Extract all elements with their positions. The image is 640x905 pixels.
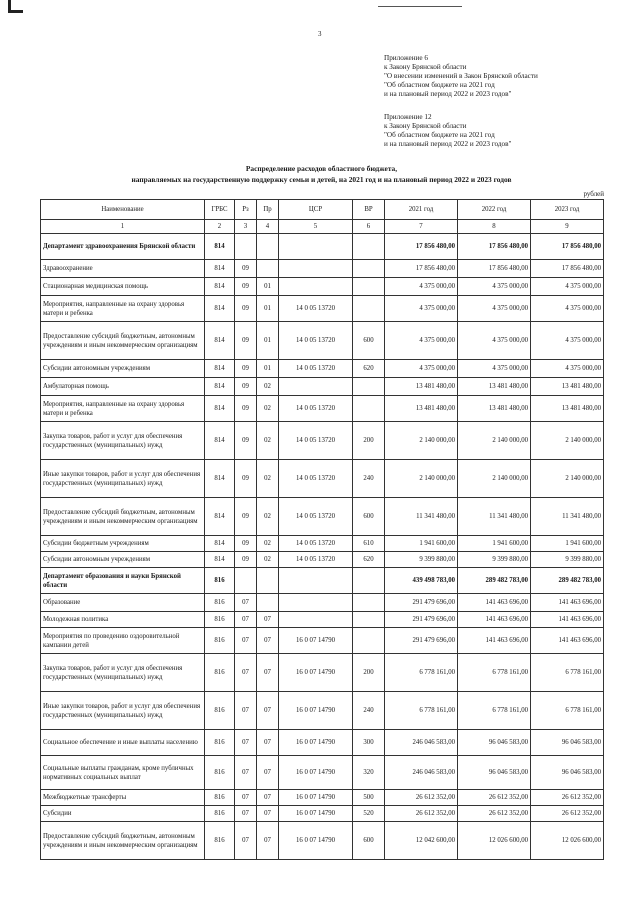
table-row <box>41 296 604 322</box>
name-cell: Департамент здравоохранения Брянской области <box>41 234 205 260</box>
grbs-cell: 814 <box>205 498 235 536</box>
rz-cell: 07 <box>235 730 257 756</box>
rz-cell: 09 <box>235 322 257 360</box>
csr-cell <box>279 260 353 278</box>
amount-2021-cell: 1 941 600,00 <box>385 536 458 552</box>
grbs-cell: 816 <box>205 790 235 806</box>
pr-cell <box>257 234 279 260</box>
csr-cell <box>279 568 353 594</box>
grbs-cell: 816 <box>205 568 235 594</box>
document-title <box>40 163 603 185</box>
amount-2021-cell: 13 481 480,00 <box>385 378 458 396</box>
header-cell: Пр <box>257 200 279 220</box>
rz-cell: 07 <box>235 790 257 806</box>
vr-cell <box>353 594 385 612</box>
csr-cell: 14 0 05 13720 <box>279 296 353 322</box>
grbs-cell: 814 <box>205 536 235 552</box>
amount-2021-cell: 291 479 696,00 <box>385 594 458 612</box>
amount-2023-cell: 4 375 000,00 <box>531 296 604 322</box>
header-cell: 2021 год <box>385 200 458 220</box>
table-row <box>41 498 604 536</box>
grbs-cell: 814 <box>205 396 235 422</box>
column-number-cell: 7 <box>385 220 458 234</box>
amount-2021-cell: 26 612 352,00 <box>385 806 458 822</box>
table-row <box>41 568 604 594</box>
amount-2021-cell: 6 778 161,00 <box>385 692 458 730</box>
pr-cell: 07 <box>257 692 279 730</box>
amount-2022-cell: 17 856 480,00 <box>458 234 531 260</box>
table-row <box>41 594 604 612</box>
grbs-cell: 816 <box>205 756 235 790</box>
amount-2023-cell: 13 481 480,00 <box>531 396 604 422</box>
grbs-cell: 814 <box>205 360 235 378</box>
rz-cell: 09 <box>235 360 257 378</box>
grbs-cell: 814 <box>205 260 235 278</box>
pr-cell: 07 <box>257 730 279 756</box>
annex-original-line: Приложение 12 <box>384 113 432 121</box>
table-row <box>41 612 604 628</box>
pr-cell <box>257 594 279 612</box>
amount-2021-cell: 4 375 000,00 <box>385 278 458 296</box>
amount-2022-cell: 141 463 696,00 <box>458 612 531 628</box>
amount-2021-cell: 439 498 783,00 <box>385 568 458 594</box>
name-cell: Мероприятия по проведению оздоровительной кампании детей <box>41 628 205 654</box>
name-cell: Закупка товаров, работ и услуг для обеспечения государственных (муниципальных) нужд <box>41 422 205 460</box>
amount-2022-cell: 26 612 352,00 <box>458 806 531 822</box>
amount-2023-cell: 11 341 480,00 <box>531 498 604 536</box>
grbs-cell: 816 <box>205 594 235 612</box>
amount-2021-cell: 2 140 000,00 <box>385 422 458 460</box>
name-cell: Предоставление субсидий бюджетным, автономным учреждениям и иным некоммерческим организациям <box>41 322 205 360</box>
amount-2021-cell: 246 046 583,00 <box>385 756 458 790</box>
grbs-cell: 816 <box>205 806 235 822</box>
csr-cell: 16 0 07 14790 <box>279 628 353 654</box>
name-cell: Департамент образования и науки Брянской области <box>41 568 205 594</box>
annex-original-line: к Закону Брянской области <box>384 122 467 130</box>
pr-cell: 01 <box>257 278 279 296</box>
amount-2021-cell: 246 046 583,00 <box>385 730 458 756</box>
vr-cell: 600 <box>353 322 385 360</box>
column-number-cell: 6 <box>353 220 385 234</box>
amount-2022-cell: 9 399 880,00 <box>458 552 531 568</box>
rz-cell <box>235 568 257 594</box>
name-cell: Мероприятия, направленные на охрану здоровья матери и ребенка <box>41 296 205 322</box>
amount-2022-cell: 4 375 000,00 <box>458 322 531 360</box>
csr-cell: 14 0 05 13720 <box>279 536 353 552</box>
pr-cell: 07 <box>257 822 279 860</box>
amount-2022-cell: 1 941 600,00 <box>458 536 531 552</box>
document-title-line: Распределение расходов областного бюджета, <box>245 164 398 173</box>
table-row <box>41 806 604 822</box>
amount-2021-cell: 17 856 480,00 <box>385 260 458 278</box>
grbs-cell: 816 <box>205 654 235 692</box>
amount-2023-cell: 26 612 352,00 <box>531 806 604 822</box>
rz-cell: 09 <box>235 278 257 296</box>
pr-cell: 02 <box>257 536 279 552</box>
header-cell: 2022 год <box>458 200 531 220</box>
pr-cell: 02 <box>257 422 279 460</box>
csr-cell: 16 0 07 14790 <box>279 730 353 756</box>
rz-cell <box>235 234 257 260</box>
amount-2023-cell: 4 375 000,00 <box>531 360 604 378</box>
vr-cell: 240 <box>353 692 385 730</box>
name-cell: Предоставление субсидий бюджетным, автономным учреждениям и иным некоммерческим организациям <box>41 822 205 860</box>
csr-cell: 16 0 07 14790 <box>279 692 353 730</box>
pr-cell: 07 <box>257 756 279 790</box>
grbs-cell: 814 <box>205 552 235 568</box>
rz-cell: 09 <box>235 378 257 396</box>
amount-2023-cell: 141 463 696,00 <box>531 594 604 612</box>
column-number-row <box>41 220 604 234</box>
pr-cell: 01 <box>257 360 279 378</box>
table-row <box>41 552 604 568</box>
vr-cell <box>353 378 385 396</box>
csr-cell: 14 0 05 13720 <box>279 460 353 498</box>
amount-2023-cell: 17 856 480,00 <box>531 234 604 260</box>
rz-cell: 07 <box>235 692 257 730</box>
vr-cell <box>353 278 385 296</box>
csr-cell: 14 0 05 13720 <box>279 552 353 568</box>
amount-2022-cell: 6 778 161,00 <box>458 654 531 692</box>
rz-cell: 09 <box>235 422 257 460</box>
amount-2023-cell: 26 612 352,00 <box>531 790 604 806</box>
csr-cell: 14 0 05 13720 <box>279 422 353 460</box>
csr-cell <box>279 278 353 296</box>
vr-cell <box>353 628 385 654</box>
vr-cell: 300 <box>353 730 385 756</box>
annex-original-line: и на плановый период 2022 и 2023 годов" <box>384 140 512 148</box>
amount-2021-cell: 12 042 600,00 <box>385 822 458 860</box>
grbs-cell: 814 <box>205 322 235 360</box>
grbs-cell: 814 <box>205 460 235 498</box>
amount-2023-cell: 289 482 783,00 <box>531 568 604 594</box>
csr-cell: 16 0 07 14790 <box>279 790 353 806</box>
annex-original-line: "Об областном бюджете на 2021 год <box>384 131 495 139</box>
grbs-cell: 816 <box>205 822 235 860</box>
rz-cell: 07 <box>235 628 257 654</box>
page-number: 3 <box>318 30 322 38</box>
amount-2022-cell: 11 341 480,00 <box>458 498 531 536</box>
grbs-cell: 814 <box>205 378 235 396</box>
csr-cell: 16 0 07 14790 <box>279 806 353 822</box>
amount-2021-cell: 4 375 000,00 <box>385 322 458 360</box>
grbs-cell: 814 <box>205 234 235 260</box>
amount-2023-cell: 12 026 600,00 <box>531 822 604 860</box>
amount-2023-cell: 96 046 583,00 <box>531 756 604 790</box>
table-row <box>41 278 604 296</box>
vr-cell: 610 <box>353 536 385 552</box>
rz-cell: 07 <box>235 756 257 790</box>
vr-cell <box>353 296 385 322</box>
vr-cell: 600 <box>353 822 385 860</box>
amount-2021-cell: 291 479 696,00 <box>385 628 458 654</box>
pr-cell <box>257 260 279 278</box>
table-row <box>41 536 604 552</box>
pr-cell: 02 <box>257 498 279 536</box>
pr-cell: 07 <box>257 790 279 806</box>
annex-current-line: к Закону Брянской области <box>384 63 467 71</box>
amount-2022-cell: 96 046 583,00 <box>458 730 531 756</box>
table-row <box>41 460 604 498</box>
amount-2023-cell: 6 778 161,00 <box>531 654 604 692</box>
header-cell: ВР <box>353 200 385 220</box>
amount-2021-cell: 9 399 880,00 <box>385 552 458 568</box>
table-row <box>41 692 604 730</box>
amount-2023-cell: 17 856 480,00 <box>531 260 604 278</box>
amount-2023-cell: 4 375 000,00 <box>531 322 604 360</box>
amount-2023-cell: 141 463 696,00 <box>531 612 604 628</box>
vr-cell <box>353 260 385 278</box>
column-number-cell: 8 <box>458 220 531 234</box>
grbs-cell: 816 <box>205 692 235 730</box>
table-row <box>41 234 604 260</box>
name-cell: Субсидии автономным учреждениям <box>41 552 205 568</box>
csr-cell <box>279 378 353 396</box>
header-cell: 2023 год <box>531 200 604 220</box>
pr-cell: 07 <box>257 628 279 654</box>
name-cell: Межбюджетные трансферты <box>41 790 205 806</box>
name-cell: Субсидии автономным учреждениям <box>41 360 205 378</box>
column-number-cell: 2 <box>205 220 235 234</box>
csr-cell <box>279 234 353 260</box>
amount-2022-cell: 26 612 352,00 <box>458 790 531 806</box>
grbs-cell: 814 <box>205 422 235 460</box>
header-cell: ЦСР <box>279 200 353 220</box>
table-row <box>41 654 604 692</box>
amount-2021-cell: 6 778 161,00 <box>385 654 458 692</box>
top-rule <box>378 6 462 7</box>
vr-cell <box>353 568 385 594</box>
grbs-cell: 816 <box>205 612 235 628</box>
pr-cell: 07 <box>257 612 279 628</box>
amount-2023-cell: 2 140 000,00 <box>531 422 604 460</box>
pr-cell: 02 <box>257 552 279 568</box>
csr-cell: 16 0 07 14790 <box>279 822 353 860</box>
name-cell: Молодежная политика <box>41 612 205 628</box>
document-title-line: направляемых на государственную поддержку семьи и детей, на 2021 год и на плановый период 2022 и 2023 годов <box>131 175 512 184</box>
amount-2022-cell: 4 375 000,00 <box>458 360 531 378</box>
name-cell: Социальные выплаты гражданам, кроме публичных нормативных социальных выплат <box>41 756 205 790</box>
name-cell: Мероприятия, направленные на охрану здоровья матери и ребенка <box>41 396 205 422</box>
amount-2021-cell: 4 375 000,00 <box>385 296 458 322</box>
amount-2023-cell: 2 140 000,00 <box>531 460 604 498</box>
amount-2022-cell: 141 463 696,00 <box>458 594 531 612</box>
vr-cell <box>353 234 385 260</box>
table-row <box>41 360 604 378</box>
vr-cell: 200 <box>353 654 385 692</box>
rz-cell: 09 <box>235 498 257 536</box>
table-row <box>41 396 604 422</box>
csr-cell <box>279 594 353 612</box>
amount-2021-cell: 11 341 480,00 <box>385 498 458 536</box>
table-header-row <box>41 200 604 220</box>
vr-cell: 600 <box>353 498 385 536</box>
units-label: рублей <box>583 190 604 198</box>
rz-cell: 09 <box>235 552 257 568</box>
csr-cell: 14 0 05 13720 <box>279 360 353 378</box>
amount-2021-cell: 291 479 696,00 <box>385 612 458 628</box>
header-cell: Наименование <box>41 200 205 220</box>
amount-2021-cell: 4 375 000,00 <box>385 360 458 378</box>
vr-cell: 320 <box>353 756 385 790</box>
column-number-cell: 9 <box>531 220 604 234</box>
name-cell: Стационарная медицинская помощь <box>41 278 205 296</box>
table-row <box>41 422 604 460</box>
rz-cell: 07 <box>235 654 257 692</box>
budget-table <box>40 199 604 860</box>
rz-cell: 07 <box>235 822 257 860</box>
name-cell: Иные закупки товаров, работ и услуг для обеспечения государственных (муниципальных) нужд <box>41 460 205 498</box>
pr-cell: 07 <box>257 806 279 822</box>
table-row <box>41 322 604 360</box>
header-cell: ГРБС <box>205 200 235 220</box>
amount-2021-cell: 17 856 480,00 <box>385 234 458 260</box>
csr-cell: 14 0 05 13720 <box>279 396 353 422</box>
column-number-cell: 1 <box>41 220 205 234</box>
vr-cell: 620 <box>353 360 385 378</box>
name-cell: Закупка товаров, работ и услуг для обеспечения государственных (муниципальных) нужд <box>41 654 205 692</box>
vr-cell: 500 <box>353 790 385 806</box>
amount-2023-cell: 9 399 880,00 <box>531 552 604 568</box>
rz-cell: 09 <box>235 296 257 322</box>
amount-2022-cell: 17 856 480,00 <box>458 260 531 278</box>
table-row <box>41 756 604 790</box>
amount-2023-cell: 4 375 000,00 <box>531 278 604 296</box>
vr-cell: 520 <box>353 806 385 822</box>
amount-2022-cell: 6 778 161,00 <box>458 692 531 730</box>
name-cell: Предоставление субсидий бюджетным, автономным учреждениям и иным некоммерческим организациям <box>41 498 205 536</box>
amount-2022-cell: 289 482 783,00 <box>458 568 531 594</box>
csr-cell: 14 0 05 13720 <box>279 498 353 536</box>
csr-cell: 14 0 05 13720 <box>279 322 353 360</box>
column-number-cell: 3 <box>235 220 257 234</box>
grbs-cell: 814 <box>205 296 235 322</box>
rz-cell: 09 <box>235 260 257 278</box>
pr-cell <box>257 568 279 594</box>
pr-cell: 07 <box>257 654 279 692</box>
amount-2023-cell: 96 046 583,00 <box>531 730 604 756</box>
table-row <box>41 628 604 654</box>
amount-2022-cell: 13 481 480,00 <box>458 396 531 422</box>
amount-2022-cell: 141 463 696,00 <box>458 628 531 654</box>
annex-current-line: и на плановый период 2022 и 2023 годов" <box>384 90 512 98</box>
pr-cell: 02 <box>257 396 279 422</box>
corner-mark <box>8 0 23 13</box>
rz-cell: 07 <box>235 806 257 822</box>
name-cell: Амбулаторная помощь <box>41 378 205 396</box>
grbs-cell: 816 <box>205 730 235 756</box>
name-cell: Образование <box>41 594 205 612</box>
amount-2022-cell: 12 026 600,00 <box>458 822 531 860</box>
table-row <box>41 822 604 860</box>
vr-cell: 200 <box>353 422 385 460</box>
column-number-cell: 5 <box>279 220 353 234</box>
annex-current <box>384 54 538 99</box>
vr-cell: 240 <box>353 460 385 498</box>
pr-cell: 02 <box>257 378 279 396</box>
name-cell: Субсидии бюджетным учреждениям <box>41 536 205 552</box>
amount-2022-cell: 96 046 583,00 <box>458 756 531 790</box>
rz-cell: 09 <box>235 460 257 498</box>
table-row <box>41 790 604 806</box>
rz-cell: 09 <box>235 396 257 422</box>
annex-current-line: Приложение 6 <box>384 54 428 62</box>
annex-current-line: "Об областном бюджете на 2021 год <box>384 81 495 89</box>
grbs-cell: 816 <box>205 628 235 654</box>
rz-cell: 07 <box>235 612 257 628</box>
column-number-cell: 4 <box>257 220 279 234</box>
csr-cell: 16 0 07 14790 <box>279 654 353 692</box>
vr-cell <box>353 612 385 628</box>
amount-2021-cell: 26 612 352,00 <box>385 790 458 806</box>
amount-2023-cell: 13 481 480,00 <box>531 378 604 396</box>
pr-cell: 02 <box>257 460 279 498</box>
rz-cell: 09 <box>235 536 257 552</box>
name-cell: Здравоохранение <box>41 260 205 278</box>
amount-2023-cell: 1 941 600,00 <box>531 536 604 552</box>
table-row <box>41 260 604 278</box>
amount-2022-cell: 4 375 000,00 <box>458 278 531 296</box>
rz-cell: 07 <box>235 594 257 612</box>
annex-current-line: "О внесении изменений в Закон Брянской области <box>384 72 538 80</box>
amount-2022-cell: 4 375 000,00 <box>458 296 531 322</box>
table-row <box>41 378 604 396</box>
grbs-cell: 814 <box>205 278 235 296</box>
amount-2022-cell: 2 140 000,00 <box>458 422 531 460</box>
table-row <box>41 730 604 756</box>
amount-2022-cell: 13 481 480,00 <box>458 378 531 396</box>
vr-cell: 620 <box>353 552 385 568</box>
name-cell: Субсидии <box>41 806 205 822</box>
amount-2023-cell: 6 778 161,00 <box>531 692 604 730</box>
pr-cell: 01 <box>257 322 279 360</box>
header-cell: Рз <box>235 200 257 220</box>
name-cell: Социальное обеспечение и иные выплаты населению <box>41 730 205 756</box>
amount-2022-cell: 2 140 000,00 <box>458 460 531 498</box>
amount-2021-cell: 2 140 000,00 <box>385 460 458 498</box>
pr-cell: 01 <box>257 296 279 322</box>
csr-cell <box>279 612 353 628</box>
amount-2023-cell: 141 463 696,00 <box>531 628 604 654</box>
csr-cell: 16 0 07 14790 <box>279 756 353 790</box>
name-cell: Иные закупки товаров, работ и услуг для обеспечения государственных (муниципальных) нужд <box>41 692 205 730</box>
annex-original <box>384 113 511 149</box>
vr-cell <box>353 396 385 422</box>
amount-2021-cell: 13 481 480,00 <box>385 396 458 422</box>
